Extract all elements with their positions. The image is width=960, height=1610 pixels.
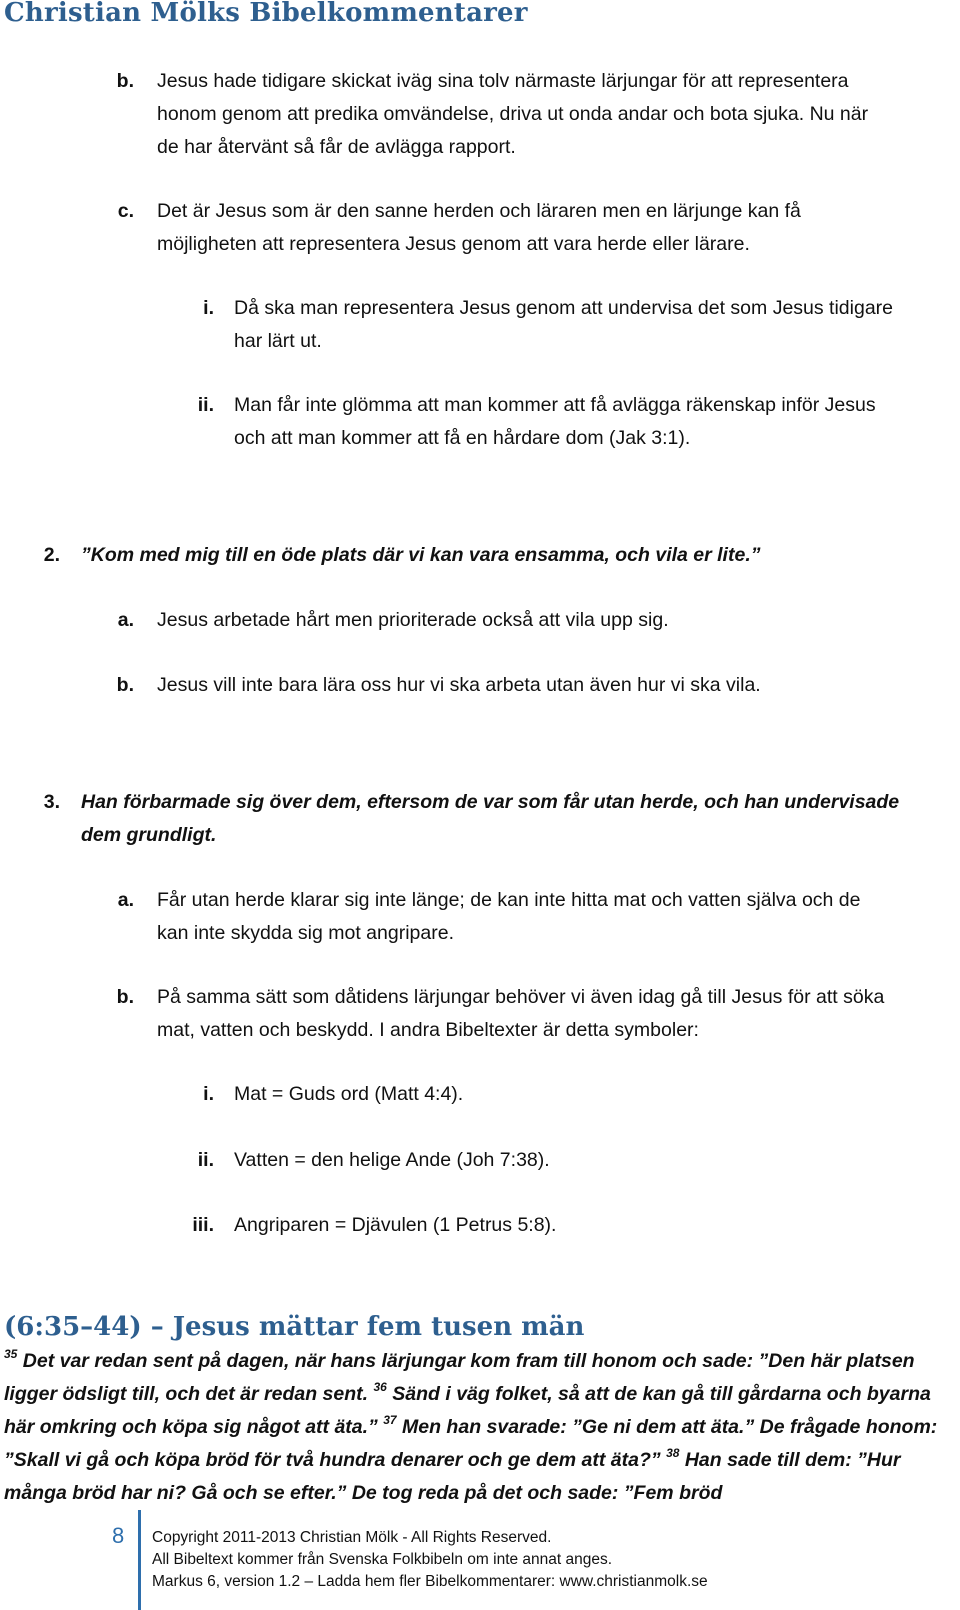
text-line: dem grundligt. [81,824,217,846]
text-line: Det är Jesus som är den sanne herden och läraren men en lärjunge kan få [157,200,801,222]
verse-text: Han sade till dem: ”Hur många bröd har ni? Gå och se efter.” De tog reda på det och sade: ”Fem bröd [4,1449,901,1504]
list-marker: b. [116,674,134,696]
page-number: 8 [112,1523,125,1548]
verse-text: Men han svarade: ”Ge ni dem att äta.” De frågade honom: ”Skall vi gå och köpa bröd för två hundra denarer och ge dem att äta?” [4,1416,938,1471]
verse-text: Det var redan sent på dagen, när hans lärjungar kom fram till honom och sade: ”Den här platsen ligger ödsligt till, och det är redan sent. [4,1350,915,1405]
list-marker: ii. [197,1149,214,1171]
verse-number: 38 [666,1446,680,1460]
list-marker: iii. [192,1214,214,1236]
text-line: Får utan herde klarar sig inte länge; de kan inte hitta mat och vatten själva och de [157,889,861,911]
text-line: Han förbarmade sig över dem, eftersom de var som får utan herde, och han undervisade [81,791,900,813]
list-text [81,786,951,852]
list-marker: ii. [197,394,214,416]
footer-version-link[interactable]: Markus 6, version 1.2 – Ladda hem fler Bibelkommentarer: www.christianmolk.se [152,1573,708,1590]
footer-copyright: Copyright 2011-2013 Christian Mölk - All Rights Reserved. [152,1529,552,1546]
footer-bible-note: All Bibeltext kommer från Svenska Folkbibeln om inte annat anges. [152,1551,613,1568]
document-header-title: Christian Mölks Bibelkommentarer [4,0,528,28]
text-line: honom genom att predika omvändelse, driva ut onda andar och bota sjuka. Nu när [157,103,869,125]
verse-text: Sänd i väg folket, så att de kan gå till gårdarna och byarna här omkring och köpa sig något att äta.” [4,1383,931,1438]
list-marker: a. [117,889,134,911]
list-text [157,981,947,1047]
list-marker: a. [117,609,134,631]
list-marker: 3. [43,791,60,813]
text-line: kan inte skydda sig mot angripare. [157,922,454,944]
section-heading: (6:35–44) – Jesus mättar fem tusen män [4,1312,585,1342]
list-text: Jesus arbetade hårt men prioriterade också att vila upp sig. [157,609,669,631]
list-text: ”Kom med mig till en öde plats där vi kan vara ensamma, och vila er lite.” [81,544,761,566]
list-marker: i. [203,1083,214,1105]
list-marker: b. [116,70,134,92]
text-line: har lärt ut. [234,330,322,352]
list-text: Vatten = den helige Ande (Joh 7:38). [234,1149,550,1171]
text-line: På samma sätt som dåtidens lärjungar behöver vi även idag gå till Jesus för att söka [157,986,885,1008]
text-line: möjligheten att representera Jesus genom att vara herde eller lärare. [157,233,750,255]
scripture-passage [4,1345,954,1510]
list-text: Jesus vill inte bara lära oss hur vi ska arbeta utan även hur vi ska vila. [157,674,761,696]
text-line: de har återvänt så får de avlägga rapport. [157,136,516,158]
verse-number: 36 [373,1380,387,1394]
text-line: mat, vatten och beskydd. I andra Bibeltexter är detta symboler: [157,1019,699,1041]
verse-number: 35 [4,1347,18,1361]
list-text [157,65,947,164]
list-text [234,389,949,455]
text-line: Då ska man representera Jesus genom att undervisa det som Jesus tidigare [234,297,894,319]
list-text [157,195,947,261]
list-text [157,884,947,950]
verse-number: 37 [383,1413,397,1427]
list-text: Angriparen = Djävulen (1 Petrus 5:8). [234,1214,557,1236]
list-text: Mat = Guds ord (Matt 4:4). [234,1083,464,1105]
list-marker: i. [203,297,214,319]
list-marker: b. [116,986,134,1008]
footer-divider [138,1510,141,1610]
list-marker: c. [117,200,134,222]
text-line: Jesus hade tidigare skickat iväg sina tolv närmaste lärjungar för att representera [157,70,849,92]
text-line: och att man kommer att få en hårdare dom (Jak 3:1). [234,427,691,449]
text-line: Man får inte glömma att man kommer att få avlägga räkenskap inför Jesus [234,394,876,416]
list-text [234,292,949,358]
list-marker: 2. [43,544,60,566]
